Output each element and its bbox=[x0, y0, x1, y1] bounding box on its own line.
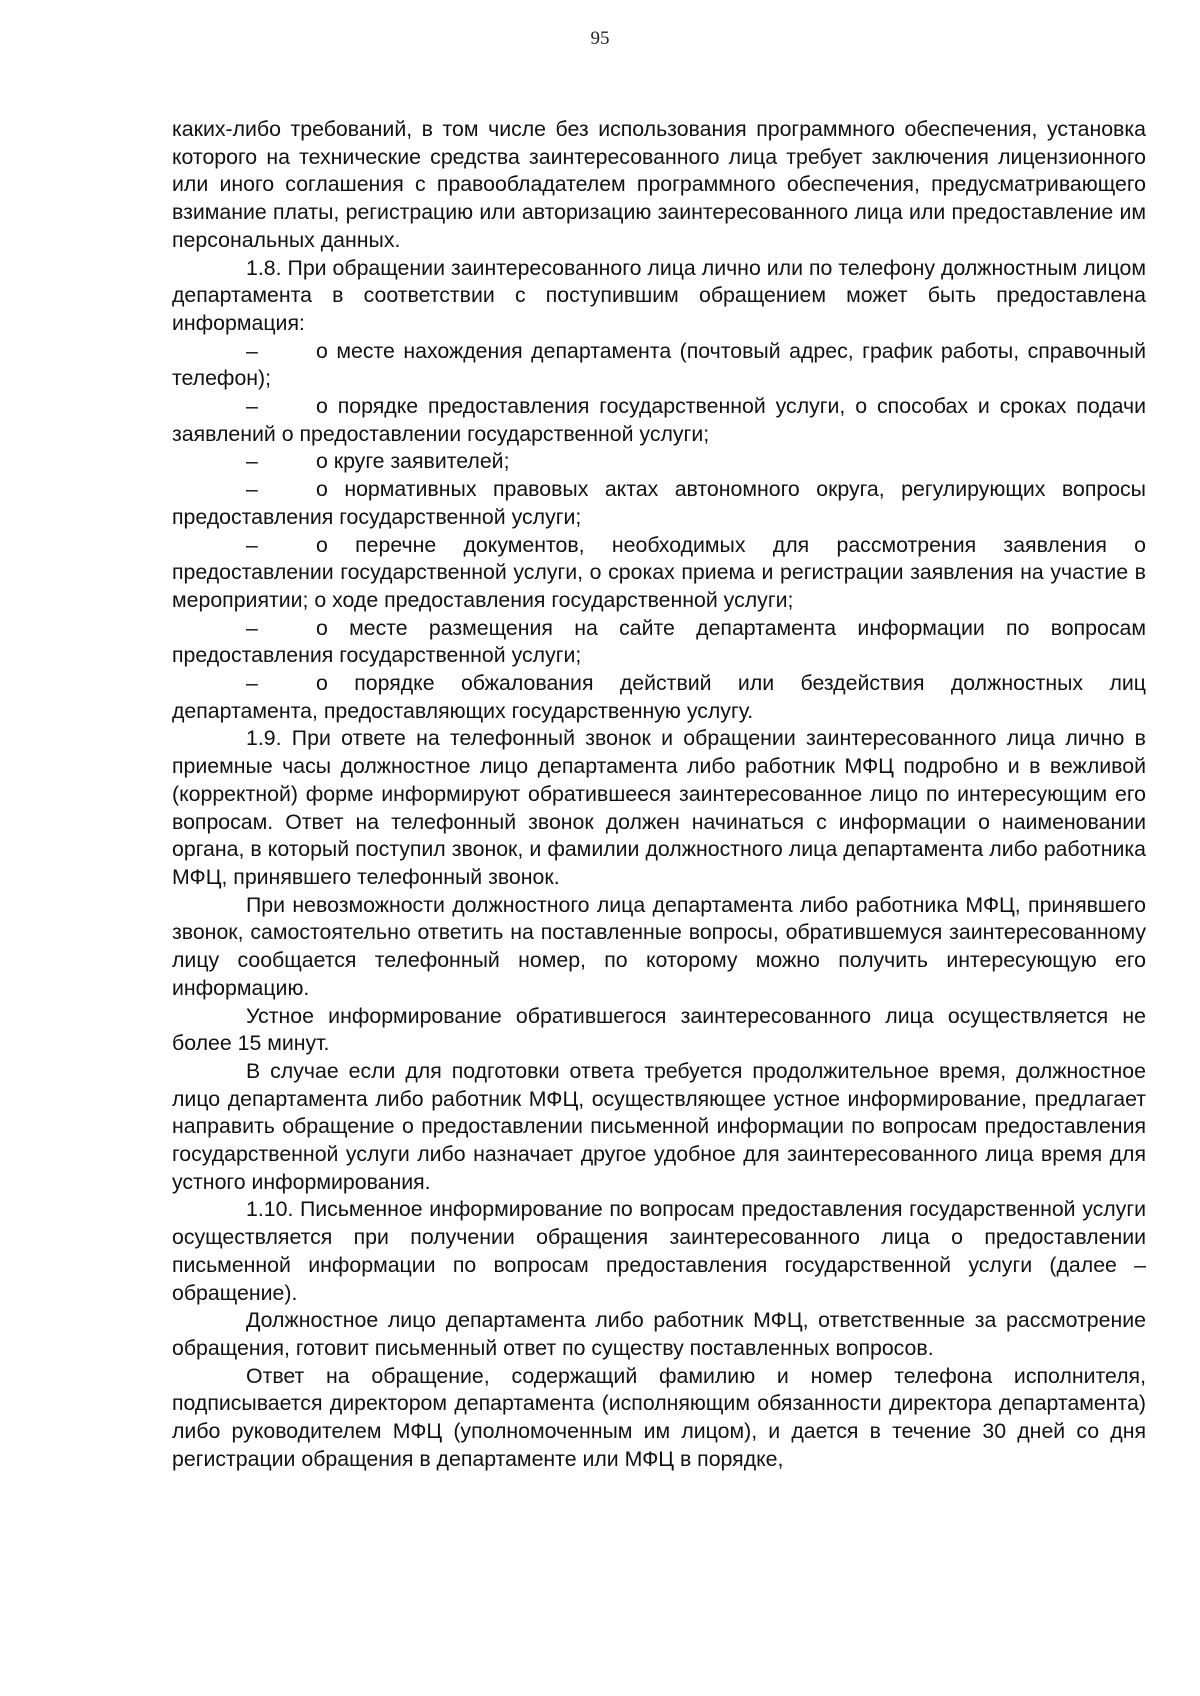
dash-bullet: – bbox=[246, 338, 258, 363]
paragraph: Должностное лицо департамента либо работник МФЦ, ответственные за рассмотрение обращения, готовит письменный ответ по существу поставленных вопросов. bbox=[172, 1308, 1146, 1360]
document-body bbox=[172, 116, 1146, 1473]
list-item bbox=[172, 476, 1146, 531]
page-number: 95 bbox=[590, 28, 610, 49]
list-item-text: о месте размещения на сайте департамента информации по вопросам предоставления государственной услуги; bbox=[172, 615, 1146, 668]
list-item-text: о порядке обжалования действий или бездействия должностных лиц департамента, предоставляющих государственную услугу. bbox=[172, 671, 1146, 723]
paragraph: Ответ на обращение, содержащий фамилию и номер телефона исполнителя, подписывается директором департамента (исполняющим обязанности директора департамента) либо руководителем МФЦ (уполномоченным им лицом), и дается в течение 30 дней со дня регистрации обращения в департаменте или МФЦ в порядке, bbox=[172, 1363, 1146, 1471]
list-item bbox=[172, 532, 1146, 615]
paragraph: Устное информирование обратившегося заинтересованного лица осуществляется не более 15 минут. bbox=[172, 1003, 1146, 1056]
dash-bullet: – bbox=[246, 532, 258, 557]
list-item-text: о круге заявителей; bbox=[316, 449, 510, 474]
list-item-text: о месте нахождения департамента (почтовый адрес, график работы, справочный телефон); bbox=[172, 338, 1146, 391]
list-item bbox=[172, 338, 1146, 393]
dash-bullet: – bbox=[246, 671, 258, 696]
list-item bbox=[172, 670, 1146, 725]
list-item bbox=[172, 448, 1146, 476]
list-item bbox=[172, 393, 1146, 448]
dash-bullet: – bbox=[246, 477, 258, 502]
dash-bullet: – bbox=[246, 394, 258, 419]
dash-bullet: – bbox=[246, 615, 258, 640]
dash-bullet: – bbox=[246, 449, 258, 474]
list-item-text: о нормативных правовых актах автономного округа, регулирующих вопросы предоставления государственной услуги; bbox=[172, 477, 1146, 529]
paragraph: 1.10. Письменное информирование по вопросам предоставления государственной услуги осуществляется при получении обращения заинтересованного лица о предоставлении письменной информации по вопросам предоставления государственной услуги (далее – обращение). bbox=[172, 1197, 1146, 1305]
paragraph: 1.9. При ответе на телефонный звонок и обращении заинтересованного лица лично в приемные часы должностное лицо департамента либо работник МФЦ подробно и в вежливой (корректной) форме информируют обратившееся заинтересованное лицо по интересующим его вопросам. Ответ на телефонный звонок должен начинаться с информации о наименовании органа, в который поступил звонок, и фамилии должностного лица департамента либо работника МФЦ, принявшего телефонный звонок. bbox=[172, 726, 1146, 889]
list-item-text: о порядке предоставления государственной услуги, о способах и сроках подачи заявлений о предоставлении государственной услуги; bbox=[172, 394, 1146, 446]
list-item-text: о перечне документов, необходимых для рассмотрения заявления о предоставлении государственной услуги, о сроках приема и регистрации заявления на участие в мероприятии; о ходе предоставления государственной услуги; bbox=[172, 532, 1146, 612]
paragraph: каких-либо требований, в том числе без использования программного обеспечения, установка которого на технические средства заинтересованного лица требует заключения лицензионного или иного соглашения с правообладателем программного обеспечения, предусматривающего взимание платы, регистрацию или авторизацию заинтересованного лица или предоставление им персональных данных. bbox=[172, 117, 1146, 252]
paragraph: 1.8. При обращении заинтересованного лица лично или по телефону должностным лицом департамента в соответствии с поступившим обращением может быть предоставлена информация: bbox=[172, 255, 1146, 335]
paragraph: В случае если для подготовки ответа требуется продолжительное время, должностное лицо департамента либо работник МФЦ, осуществляющее устное информирование, предлагает направить обращение о предоставлении письменной информации по вопросам предоставления государственной услуги либо назначает другое удобное для заинтересованного лица время для устного информирования. bbox=[172, 1058, 1146, 1194]
list-item bbox=[172, 615, 1146, 670]
paragraph: При невозможности должностного лица департамента либо работника МФЦ, принявшего звонок, самостоятельно ответить на поставленные вопросы, обратившемуся заинтересованному лицу сообщается телефонный номер, по которому можно получить интересующую его информацию. bbox=[172, 892, 1146, 1000]
